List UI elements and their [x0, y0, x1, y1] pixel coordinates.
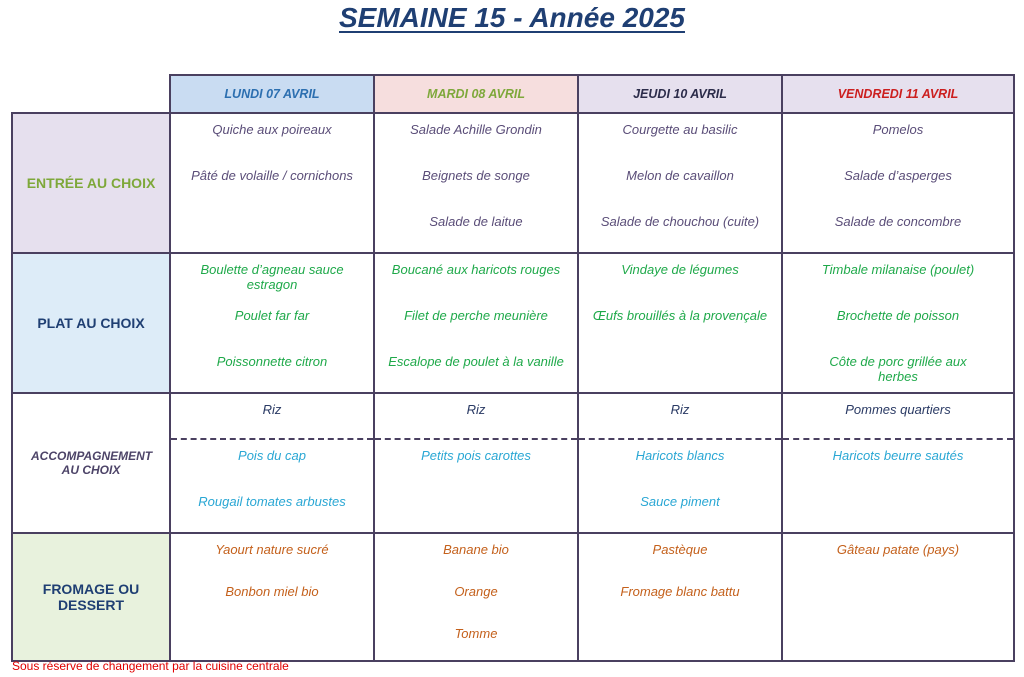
- plat-cell-jeudi: [578, 253, 782, 393]
- menu-item: Pomelos: [872, 122, 924, 137]
- menu-item: Œufs brouillés à la provençale: [592, 308, 768, 323]
- feculent-section: [783, 394, 1013, 440]
- menu-item: Vindaye de légumes: [621, 262, 739, 277]
- category-plat: PLAT AU CHOIX: [12, 253, 170, 393]
- menu-item: Riz: [262, 402, 282, 417]
- menu-item: Courgette au basilic: [622, 122, 738, 137]
- menu-item: Rougail tomates arbustes: [198, 494, 346, 509]
- menu-item: Fromage blanc battu: [620, 584, 740, 599]
- plat-cell-lundi: [170, 253, 374, 393]
- menu-item: Petits pois carottes: [421, 448, 531, 463]
- page-title: SEMAINE 15 - Année 2025: [339, 2, 685, 33]
- feculent-section: [171, 394, 373, 440]
- day-header-mardi: MARDI 08 AVRIL: [374, 75, 578, 113]
- menu-item: Salade Achille Grondin: [410, 122, 542, 137]
- menu-item: Sauce piment: [640, 494, 720, 509]
- menu-item: Melon de cavaillon: [626, 168, 734, 183]
- menu-item: Orange: [454, 584, 498, 599]
- menu-item: Filet de perche meunière: [404, 308, 548, 323]
- entree-cell-mardi: [374, 113, 578, 253]
- menu-item: Brochette de poisson: [836, 308, 960, 323]
- category-entree: ENTRÉE AU CHOIX: [12, 113, 170, 253]
- menu-item: Pastèque: [652, 542, 708, 557]
- dessert-cell-lundi: [170, 533, 374, 661]
- menu-item: Quiche aux poireaux: [212, 122, 332, 137]
- menu-item: Poulet far far: [234, 308, 310, 323]
- accompagnement-cell-vendredi: [782, 393, 1014, 533]
- menu-item: Salade de concombre: [834, 214, 962, 229]
- menu-item: Pois du cap: [238, 448, 306, 463]
- menu-item: Yaourt nature sucré: [215, 542, 329, 557]
- menu-item: Pommes quartiers: [845, 402, 951, 417]
- menu-item: Pâté de volaille / cornichons: [191, 168, 353, 183]
- menu-item: Poissonnette citron: [216, 354, 328, 369]
- accompagnement-cell-lundi: [170, 393, 374, 533]
- dessert-cell-mardi: [374, 533, 578, 661]
- menu-item: Haricots blancs: [635, 448, 725, 463]
- menu-item: Gâteau patate (pays): [836, 542, 960, 557]
- menu-item: Bonbon miel bio: [225, 584, 319, 599]
- menu-item: Boucané aux haricots rouges: [391, 262, 561, 277]
- dessert-cell-vendredi: [782, 533, 1014, 661]
- day-header-lundi: LUNDI 07 AVRIL: [170, 75, 374, 113]
- corner-cell: [12, 75, 170, 113]
- menu-item: Salade d’asperges: [844, 168, 952, 183]
- menu-item: Tomme: [454, 626, 498, 641]
- dessert-cell-jeudi: [578, 533, 782, 661]
- entree-cell-lundi: [170, 113, 374, 253]
- menu-item: Beignets de songe: [422, 168, 530, 183]
- category-dessert: FROMAGE OU DESSERT: [12, 533, 170, 661]
- menu-item: Riz: [466, 402, 486, 417]
- menu-table: [11, 74, 1015, 662]
- day-header-jeudi: JEUDI 10 AVRIL: [578, 75, 782, 113]
- menu-item: Banane bio: [443, 542, 509, 557]
- menu-item: Salade de chouchou (cuite): [600, 214, 760, 229]
- menu-item: Haricots beurre sautés: [832, 448, 964, 463]
- menu-item: Timbale milanaise (poulet): [821, 262, 975, 277]
- menu-item: Salade de laitue: [429, 214, 523, 229]
- feculent-section: [579, 394, 781, 440]
- day-header-vendredi: VENDREDI 11 AVRIL: [782, 75, 1014, 113]
- entree-cell-vendredi: [782, 113, 1014, 253]
- category-accompagnement: ACCOMPAGNEMENT AU CHOIX: [12, 393, 170, 533]
- menu-item: Riz: [670, 402, 690, 417]
- menu-item: Boulette d’agneau sauce estragon: [200, 262, 344, 292]
- menu-item: Côte de porc grillée aux herbes: [829, 354, 967, 384]
- menu-item: Escalope de poulet à la vanille: [388, 354, 564, 369]
- entree-cell-jeudi: [578, 113, 782, 253]
- plat-cell-mardi: [374, 253, 578, 393]
- accompagnement-cell-jeudi: [578, 393, 782, 533]
- disclaimer-note: Sous réserve de changement par la cuisine centrale: [12, 659, 289, 673]
- plat-cell-vendredi: [782, 253, 1014, 393]
- feculent-section: [375, 394, 577, 440]
- accompagnement-cell-mardi: [374, 393, 578, 533]
